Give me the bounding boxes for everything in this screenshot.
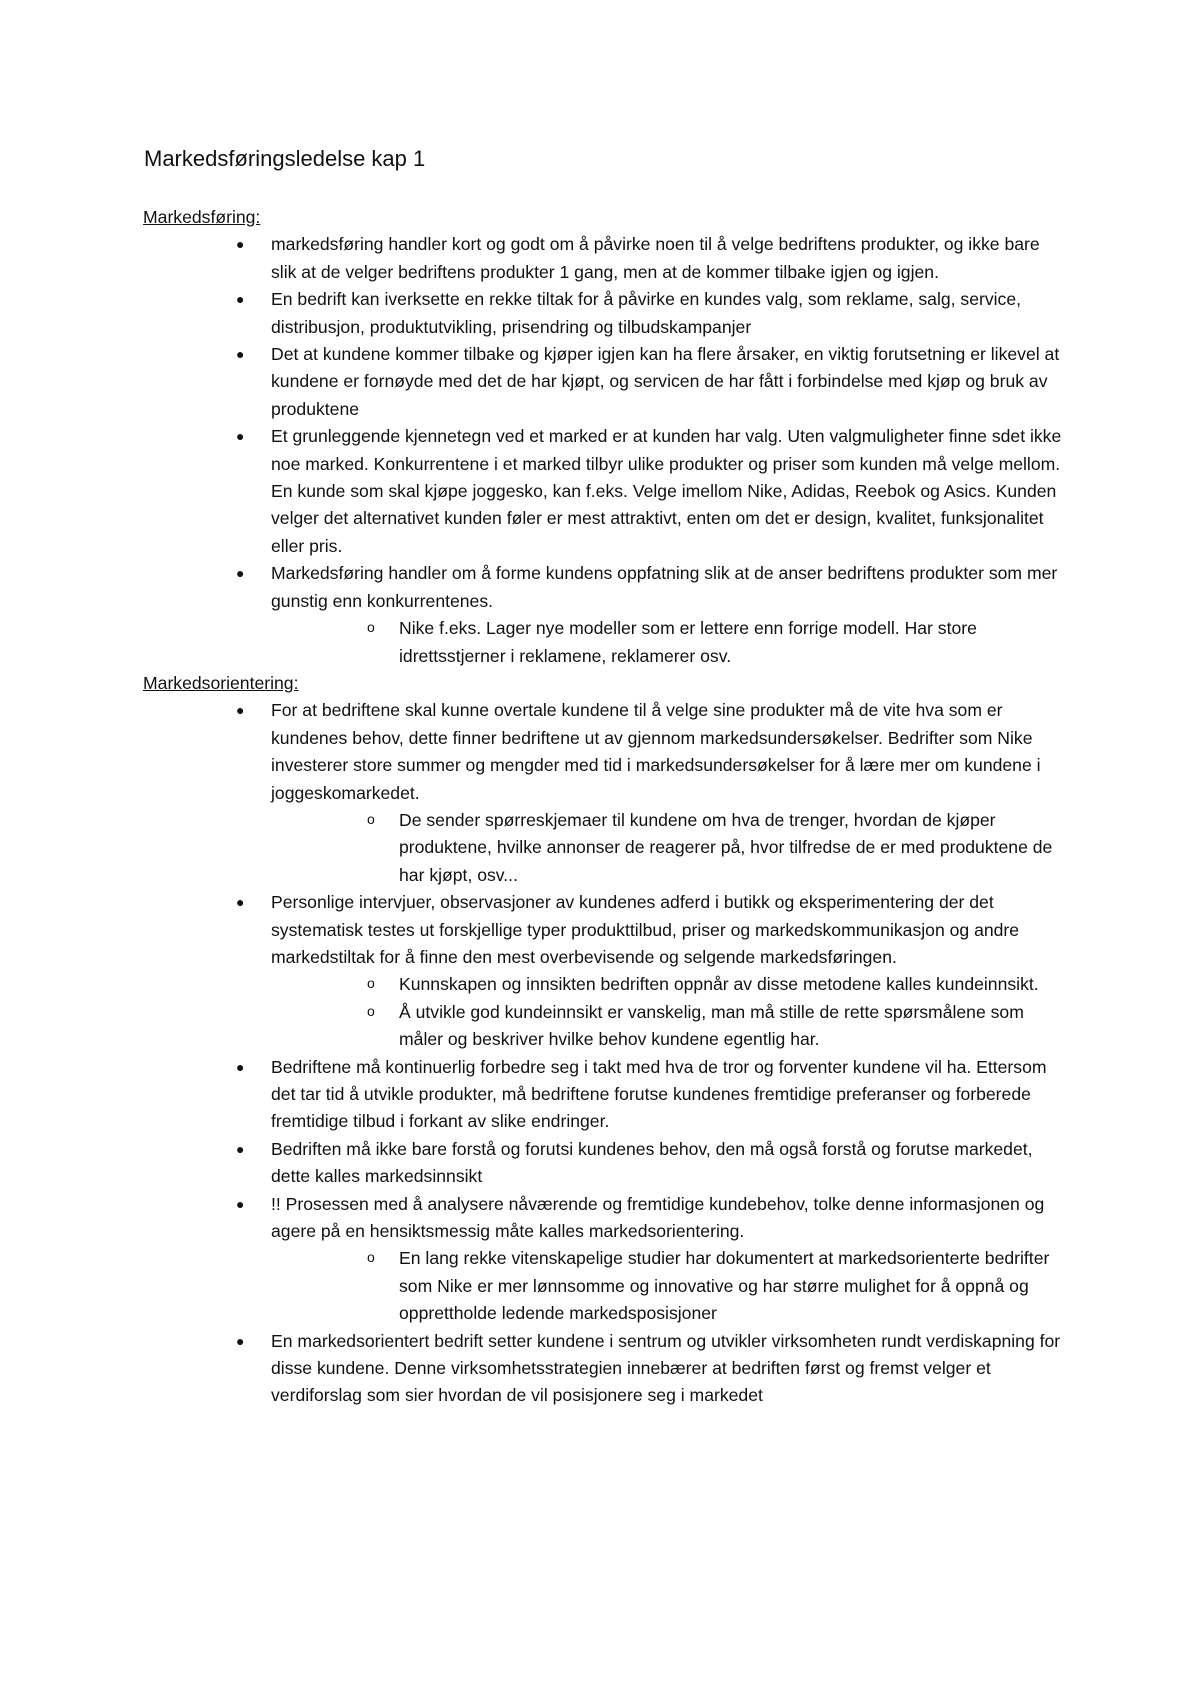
section-heading: Markedsorientering:: [143, 672, 299, 693]
bullet-icon: ●: [236, 1058, 245, 1075]
sub-bullet-icon: o: [367, 810, 375, 827]
bullet-item: [143, 423, 1063, 560]
bullet-item: [143, 560, 1063, 670]
bullet-list: [143, 231, 1063, 670]
sub-bullet-icon: o: [367, 1249, 375, 1266]
sub-bullet-icon: o: [367, 975, 375, 992]
sub-bullet-list: [271, 807, 1063, 889]
bullet-icon: ●: [236, 1140, 245, 1157]
sub-bullet-icon: o: [367, 619, 375, 636]
page-title: Markedsføringsledelse kap 1: [144, 146, 426, 171]
sub-bullet-list: [271, 1245, 1063, 1327]
bullet-text: Det at kundene kommer tilbake og kjøper igjen kan ha flere årsaker, en viktig forutsetning er likevel at kundene er fornøyde med det de har kjøpt, og servicen de har fått i forbindelse med kjøp og bruk av produktene: [271, 344, 1060, 419]
bullet-icon: ●: [236, 894, 245, 911]
sub-bullet-item: [271, 615, 1063, 670]
bullet-item: [143, 1136, 1063, 1191]
sub-bullet-list: [271, 615, 1063, 670]
bullet-text: En markedsorientert bedrift setter kundene i sentrum og utvikler virksomheten rundt verdiskapning for disse kundene. Denne virksomhetsstrategien innebærer at bedriften først og fremst velger et verdiforslag som sier hvordan de vil posisjonere seg i markedet: [271, 1330, 1061, 1406]
sub-bullet-item: [271, 807, 1063, 889]
bullet-icon: ●: [236, 291, 245, 308]
bullet-text: Bedriften må ikke bare forstå og forutsi kundenes behov, den må også forstå og forutse markedet, dette kalles markedsinnsikt: [271, 1138, 1033, 1187]
bullet-text: Bedriftene må kontinuerlig forbedre seg i takt med hva de tror og forventer kundene vil ha. Ettersom det tar tid å utvikle produkter, må bedriftene forutse kundenes fremtidige preferanser og forberede fremtidige tilbud i forkant av slike endringer.: [271, 1056, 1047, 1132]
bullet-item: [143, 231, 1063, 286]
bullet-icon: ●: [236, 428, 245, 445]
bullet-icon: ●: [236, 236, 245, 253]
bullet-text: markedsføring handler kort og godt om å påvirke noen til å velge bedriftens produkter, og ikke bare slik at de velger bedriftens produkter 1 gang, men at de kommer tilbake igjen og igjen.: [271, 234, 1040, 282]
bullet-icon: ●: [236, 1195, 245, 1212]
bullet-icon: ●: [236, 1332, 245, 1349]
sub-bullet-list: [271, 971, 1063, 1053]
bullet-item: [143, 1191, 1063, 1328]
bullet-text: !! Prosessen med å analysere nåværende og fremtidige kundebehov, tolke denne informasjonen og agere på en hensiktsmessig måte kalles markedsorientering.: [271, 1193, 1045, 1242]
sub-bullet-item: [271, 1245, 1063, 1327]
sub-bullet-icon: o: [367, 1002, 375, 1019]
document-body: [143, 204, 1063, 1410]
sub-bullet-text: Kunnskapen og innsikten bedriften oppnår av disse metodene kalles kundeinnsikt.: [399, 974, 1039, 995]
bullet-item: [143, 1054, 1063, 1136]
sub-bullet-item: [271, 999, 1063, 1054]
bullet-item: [143, 697, 1063, 889]
sub-bullet-text: De sender spørreskjemaer til kundene om hva de trenger, hvordan de kjøper produktene, hvilke annonser de reagerer på, hvor tilfredse de er med produktene de har kjøpt, osv...: [399, 809, 1053, 885]
bullet-text: Markedsføring handler om å forme kundens oppfatning slik at de anser bedriftens produkter som mer gunstig enn konkurrentenes.: [271, 563, 1058, 611]
sub-bullet-text: En lang rekke vitenskapelige studier har dokumentert at markedsorienterte bedrifter som Nike er mer lønnsomme og innovative og har større mulighet for å oppnå og opprettholde ledende markedsposisjoner: [399, 1248, 1050, 1324]
section-heading: Markedsføring:: [143, 207, 261, 227]
bullet-text: For at bedriftene skal kunne overtale kundene til å velge sine produkter må de vite hva som er kundenes behov, dette finner bedriftene ut av gjennom markedsundersøkelser. Bedrifter som Nike investerer store summer og mengder med tid i markedsundersøkelser for å lære mer om kundene i joggeskomarkedet.: [271, 700, 1041, 803]
sub-bullet-text: Å utvikle god kundeinnsikt er vanskelig, man må stille de rette spørsmålene som måler og beskriver hvilke behov kundene egentlig har.: [399, 1001, 1024, 1050]
bullet-text: En bedrift kan iverksette en rekke tiltak for å påvirke en kundes valg, som reklame, salg, service, distribusjon, produktutvikling, prisendring og tilbudskampanjer: [271, 289, 1022, 337]
bullet-item: [143, 889, 1063, 1053]
sub-bullet-text: Nike f.eks. Lager nye modeller som er lettere enn forrige modell. Har store idrettsstjerner i reklamene, reklamerer osv.: [399, 618, 977, 666]
bullet-icon: ●: [236, 565, 245, 582]
sub-bullet-item: [271, 971, 1063, 998]
bullet-icon: ●: [236, 346, 245, 363]
bullet-text: Et grunleggende kjennetegn ved et marked er at kunden har valg. Uten valgmuligheter finne sdet ikke noe marked. Konkurrentene i et marked tilbyr ulike produkter og priser som kunden må velge mellom. En kunde som skal kjøpe joggesko, kan f.eks. Velge imellom Nike, Adidas, Reebok og Asics. Kunden velger det alternativet kunden føler er mest attraktivt, enten om det er design, kvalitet, funksjonalitet eller pris.: [271, 426, 1062, 556]
bullet-icon: ●: [236, 702, 245, 719]
bullet-item: [143, 341, 1063, 423]
bullet-item: [143, 286, 1063, 341]
bullet-item: [143, 1328, 1063, 1410]
bullet-list: [143, 697, 1063, 1410]
bullet-text: Personlige intervjuer, observasjoner av kundenes adferd i butikk og eksperimentering der det systematisk testes ut forskjellige typer produkttilbud, priser og markedskommunikasjon og andre markedstiltak for å finne den mest overbevisende og selgende markedsføringen.: [271, 892, 1020, 967]
